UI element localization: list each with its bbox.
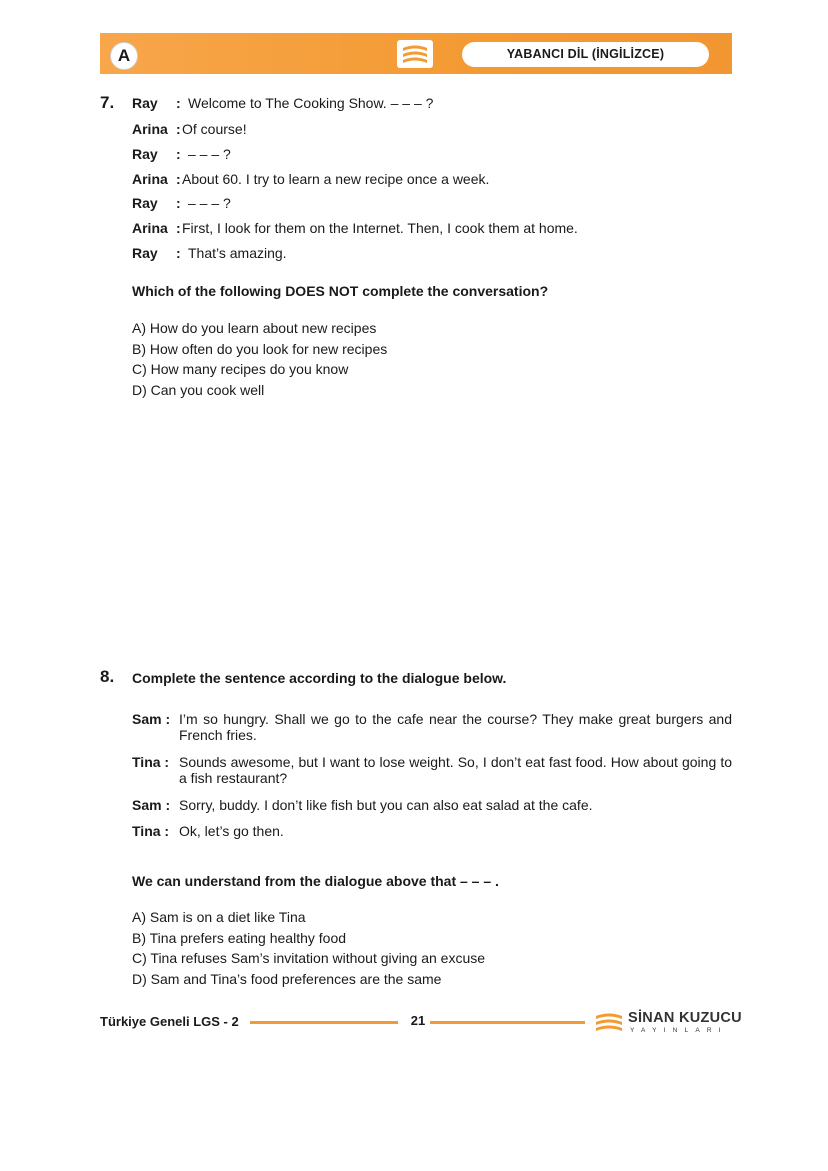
books-icon [396,39,434,69]
q7-line-7: Ray : That’s amazing. [132,245,287,261]
q7-line-3: Ray : – – – ? [132,146,231,162]
q7-option-a[interactable]: A) How do you learn about new recipes [132,320,377,336]
q7-line-6: Arina :First, I look for them on the Internet. Then, I cook them at home. [132,220,578,236]
q7-option-b[interactable]: B) How often do you look for new recipes [132,341,388,357]
q7-option-d[interactable]: D) Can you cook well [132,382,265,398]
q8-prompt: We can understand from the dialogue above that – – – . [132,873,499,889]
question-7-number: 7. [100,93,115,112]
q8-option-c[interactable]: C) Tina refuses Sam’s invitation without giving an excuse [132,950,486,966]
footer-rule-left [250,1021,398,1024]
booklet-badge: A [110,42,138,70]
exam-name: Türkiye Geneli LGS - 2 [100,1014,239,1029]
q7-option-c[interactable]: C) How many recipes do you know [132,361,349,377]
q8-option-b[interactable]: B) Tina prefers eating healthy food [132,930,347,946]
brand-subtitle: YAYINLARI [630,1027,728,1034]
subject-title: YABANCI DİL (İNGİLİZCE) [462,42,709,67]
question-8-number: 8. [100,667,115,686]
footer-rule-right [430,1021,585,1024]
books-icon [594,1011,624,1035]
q7-line-4: Arina :About 60. I try to learn a new recipe once a week. [132,171,490,187]
q7-line-1: Ray : Welcome to The Cooking Show. – – – ? [132,95,434,111]
q8-instruction: Complete the sentence according to the dialogue below. [132,670,507,686]
q7-line-5: Ray : – – – ? [132,195,231,211]
q7-prompt: Which of the following DOES NOT complete the conversation? [132,283,549,299]
q8-option-a[interactable]: A) Sam is on a diet like Tina [132,909,306,925]
q7-line-2: Arina :Of course! [132,121,247,137]
q8-option-d[interactable]: D) Sam and Tina’s food preferences are the same [132,971,442,987]
brand-name: SİNAN KUZUCU [628,1010,742,1026]
page-number: 21 [410,1013,426,1028]
